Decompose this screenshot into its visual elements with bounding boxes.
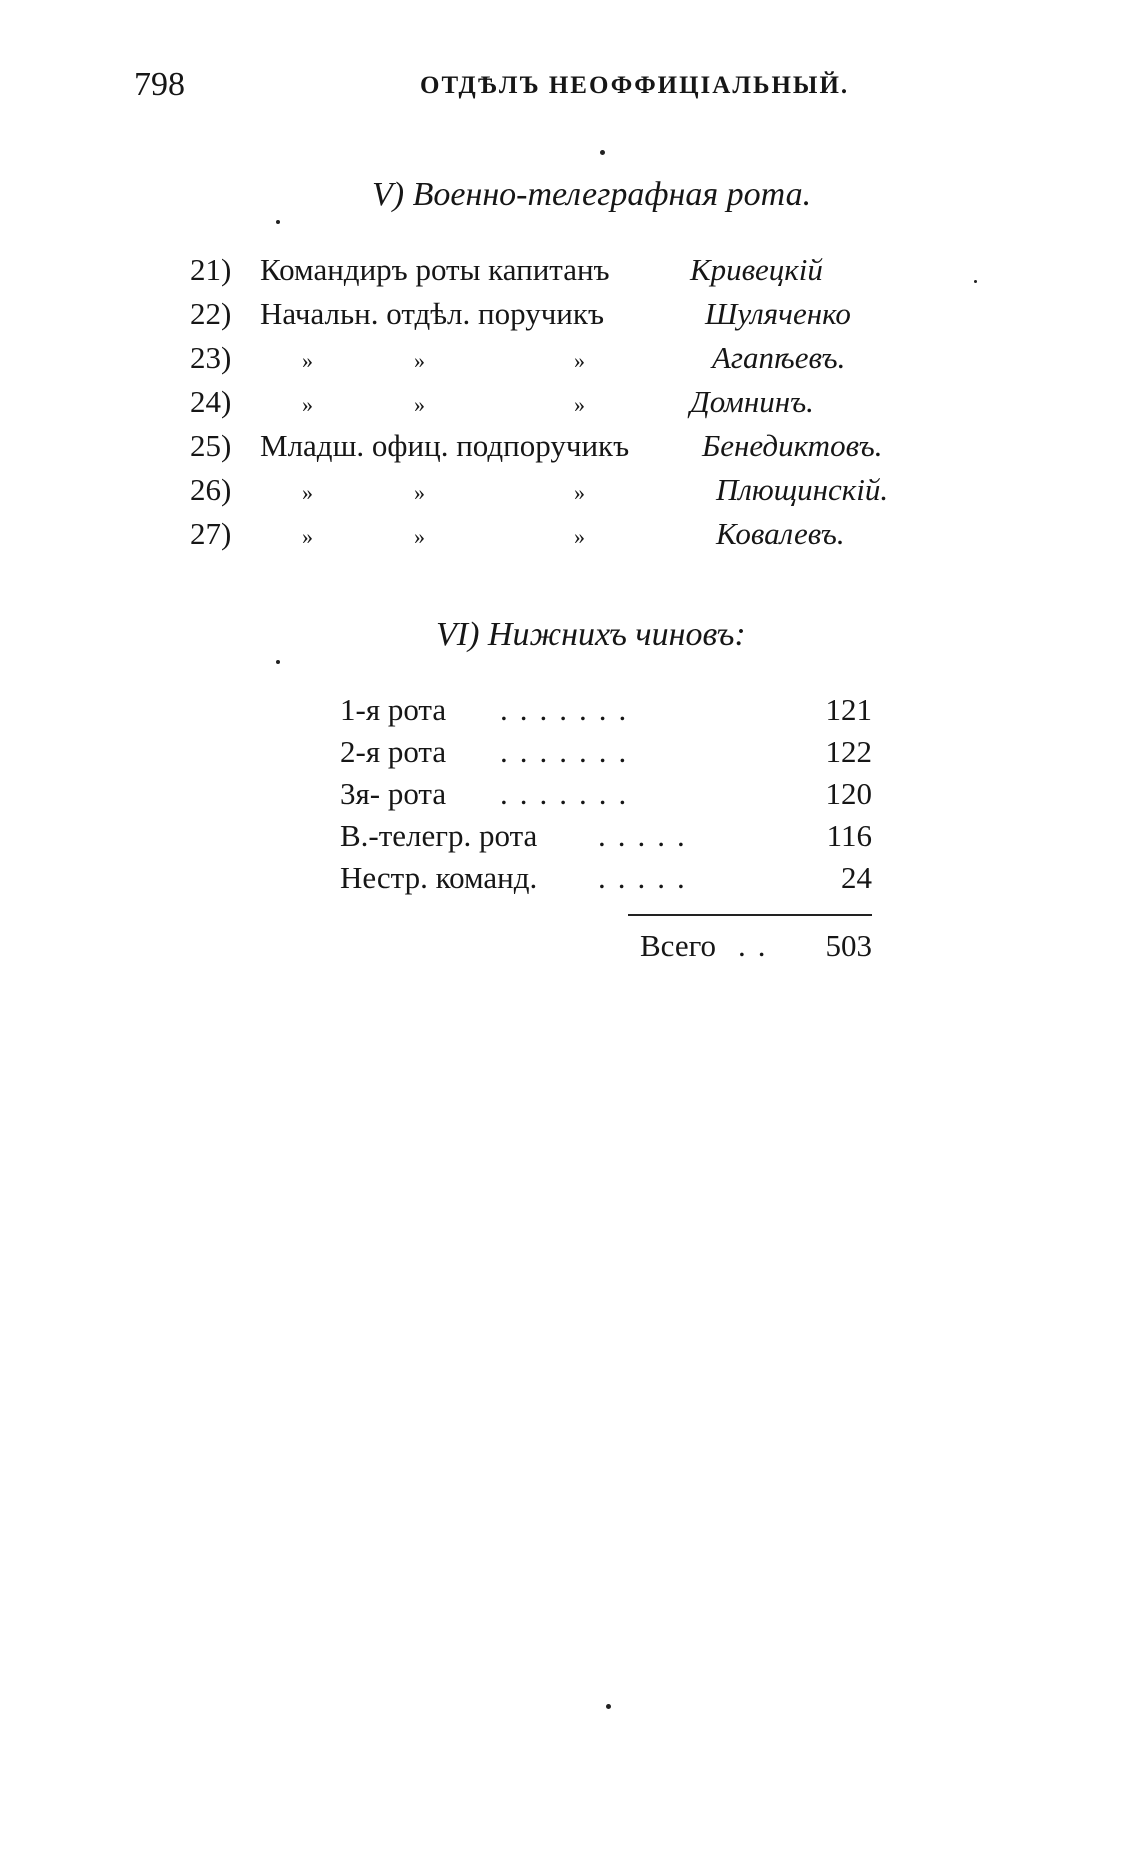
ditto-mark: » (302, 480, 313, 505)
leader-dots: ....... (500, 776, 639, 811)
row-number: 25) (190, 428, 232, 463)
count-row-1 (340, 692, 872, 734)
running-head: ОТДѢЛЪ НЕОФФИЦIАЛЬНЫЙ. (420, 72, 850, 99)
leader-dots: ....... (500, 692, 639, 727)
ditto-mark: » (414, 348, 425, 373)
ditto-mark: » (574, 392, 585, 417)
leader-dots: .. (738, 928, 778, 963)
row-number: 22) (190, 296, 232, 331)
section-v-title: V) Военно-телеграфная рота. (372, 176, 812, 213)
row-number: 27) (190, 516, 232, 551)
section-vi-title: VI) Нижнихъ чиновъ: (436, 616, 746, 653)
ditto-mark: » (414, 480, 425, 505)
rank-text: Младш. офиц. подпоручикъ (260, 428, 630, 463)
print-speck (606, 1704, 611, 1709)
leader-dots: ..... (598, 860, 697, 895)
officer-name: Бенедиктовъ. (702, 428, 883, 463)
officer-name: Ковалевъ. (716, 516, 845, 551)
ditto-mark: » (302, 392, 313, 417)
count-value: 24 (841, 860, 872, 895)
row-number: 23) (190, 340, 232, 375)
roster-row-21 (190, 252, 950, 296)
row-number: 24) (190, 384, 232, 419)
roster-row-22 (190, 296, 950, 340)
rank-text: Командиръ роты капитанъ (260, 252, 610, 287)
roster-row-23 (190, 340, 950, 384)
officer-name: Кривецкій (690, 252, 823, 287)
total-value: 503 (825, 928, 872, 963)
officer-name: Домнинъ. (690, 384, 814, 419)
page-number: 798 (134, 66, 185, 103)
total-row (340, 928, 872, 970)
print-speck (276, 220, 280, 224)
roster-row-27 (190, 516, 950, 560)
ditto-mark: » (574, 348, 585, 373)
unit-label: В.-телегр. рота (340, 818, 538, 853)
leader-dots: ....... (500, 734, 639, 769)
leader-dots: ..... (598, 818, 697, 853)
count-value: 116 (826, 818, 872, 853)
unit-label: 3я- рота (340, 776, 447, 811)
ditto-mark: » (302, 348, 313, 373)
count-row-5 (340, 860, 872, 902)
count-row-4 (340, 818, 872, 860)
officer-name: Шуляченко (705, 296, 851, 331)
count-value: 120 (825, 776, 872, 811)
count-row-3 (340, 776, 872, 818)
ditto-mark: » (574, 480, 585, 505)
rank-text: Начальн. отдѣл. поручикъ (260, 296, 604, 331)
officer-name: Агапѣевъ. (712, 340, 846, 375)
print-speck (276, 660, 280, 664)
sum-rule (628, 914, 872, 916)
roster-row-24 (190, 384, 950, 428)
officer-name: Плющинскій. (716, 472, 889, 507)
unit-label: Нестр. команд. (340, 860, 538, 895)
row-number: 26) (190, 472, 232, 507)
ditto-mark: » (574, 524, 585, 549)
roster-row-25 (190, 428, 950, 472)
ditto-mark: » (414, 392, 425, 417)
ditto-mark: » (414, 524, 425, 549)
roster-row-26 (190, 472, 950, 516)
count-row-2 (340, 734, 872, 776)
count-value: 122 (825, 734, 872, 769)
print-speck (974, 280, 977, 283)
total-label: Всего (640, 928, 717, 963)
unit-label: 1-я рота (340, 692, 447, 727)
unit-label: 2-я рота (340, 734, 447, 769)
row-number: 21) (190, 252, 232, 287)
count-value: 121 (825, 692, 872, 727)
roster-list (190, 252, 950, 560)
personnel-counts (340, 692, 872, 963)
print-speck (600, 150, 605, 155)
ditto-mark: » (302, 524, 313, 549)
